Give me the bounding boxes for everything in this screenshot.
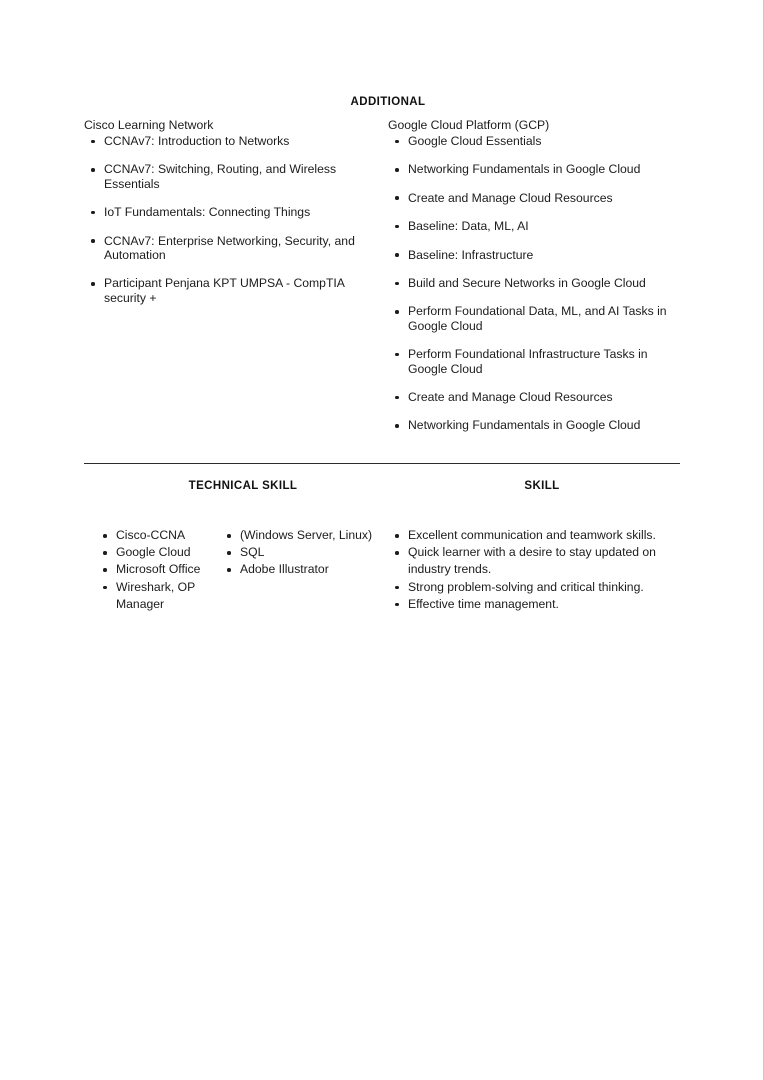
cisco-certification-list	[84, 134, 384, 305]
technical-skill-body	[96, 527, 392, 613]
list-item: CCNAv7: Enterprise Networking, Security, and Automation	[84, 234, 384, 263]
google-cloud-platform-heading: Google Cloud Platform (GCP)	[388, 118, 550, 132]
list-item: Perform Foundational Infrastructure Tasks in Google Cloud	[388, 347, 688, 376]
list-item: Create and Manage Cloud Resources	[388, 390, 688, 404]
section-divider	[84, 463, 680, 464]
list-item: Strong problem-solving and critical thinking.	[388, 579, 688, 596]
list-item: CCNAv7: Introduction to Networks	[84, 134, 384, 148]
list-item: CCNAv7: Switching, Routing, and Wireless Essentials	[84, 162, 384, 191]
technical-skill-list-two	[220, 527, 380, 579]
section-title-skill: SKILL	[524, 480, 560, 492]
additional-left-column	[84, 118, 384, 305]
google-cloud-certification-list	[388, 134, 688, 433]
technical-skill-list-one	[96, 527, 220, 613]
list-item: Adobe Illustrator	[220, 561, 380, 578]
list-item: Quick learner with a desire to stay updated on industry trends.	[388, 544, 688, 578]
list-item: Perform Foundational Data, ML, and AI Tasks in Google Cloud	[388, 304, 688, 333]
cisco-learning-network-heading: Cisco Learning Network	[84, 118, 214, 132]
section-title-additional: ADDITIONAL	[350, 96, 426, 108]
list-item: Effective time management.	[388, 596, 688, 613]
list-item: Wireshark, OP Manager	[96, 579, 220, 613]
list-item: Create and Manage Cloud Resources	[388, 191, 688, 205]
list-item: Networking Fundamentals in Google Cloud	[388, 418, 688, 432]
list-item: Cisco-CCNA	[96, 527, 220, 544]
skill-list	[388, 527, 688, 613]
skill-body	[388, 527, 688, 613]
additional-right-column	[388, 118, 688, 433]
list-item: Google Cloud Essentials	[388, 134, 688, 148]
list-item: Microsoft Office	[96, 561, 220, 578]
list-item: Google Cloud	[96, 544, 220, 561]
list-item: Participant Penjana KPT UMPSA - CompTIA security +	[84, 276, 384, 305]
technical-skill-column-two	[220, 527, 380, 613]
list-item: (Windows Server, Linux)	[220, 527, 380, 544]
list-item: Excellent communication and teamwork skills.	[388, 527, 688, 544]
list-item: Networking Fundamentals in Google Cloud	[388, 162, 688, 176]
list-item: IoT Fundamentals: Connecting Things	[84, 205, 384, 219]
list-item: Build and Secure Networks in Google Cloud	[388, 276, 688, 290]
section-title-technical-skill: TECHNICAL SKILL	[188, 480, 298, 492]
list-item: Baseline: Data, ML, AI	[388, 219, 688, 233]
list-item: SQL	[220, 544, 380, 561]
technical-skill-column-one	[96, 527, 220, 613]
list-item: Baseline: Infrastructure	[388, 248, 688, 262]
